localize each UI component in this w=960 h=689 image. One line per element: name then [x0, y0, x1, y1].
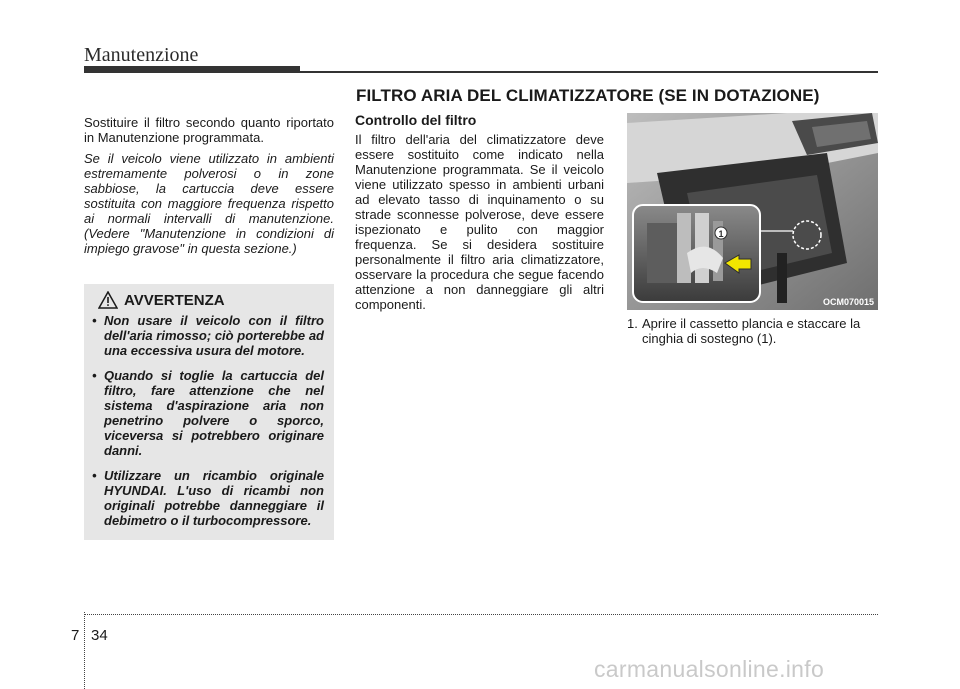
footer-divider-horizontal [84, 614, 878, 615]
warning-triangle-icon [98, 291, 118, 309]
warning-title: AVVERTENZA [124, 291, 225, 309]
main-heading: FILTRO ARIA DEL CLIMATIZZATORE (SE IN DOTAZIONE) [356, 86, 820, 105]
filter-check-heading: Controllo del filtro [355, 112, 477, 128]
step-number: 1. [627, 316, 638, 331]
footer-divider-vertical [84, 612, 86, 689]
warning-item: • Quando si toglie la cartuccia del filtro, fare attenzione che nel sistema d'aspirazione aria non penetrino polvere o sporco, viceversa si potrebbero originare danni. [92, 368, 324, 458]
intro-paragraph: Sostituire il filtro secondo quanto riportato in Manutenzione programmata. [84, 115, 334, 145]
glovebox-figure [627, 113, 878, 310]
watermark: carmanualsonline.info [594, 656, 825, 682]
step-1 [627, 316, 878, 346]
chapter-number: 7 [71, 627, 80, 644]
callout-number: 1 [718, 229, 724, 239]
header-rule-thick [84, 66, 300, 73]
page-number: 34 [91, 627, 108, 644]
figure-code: OCM070015 [822, 297, 874, 307]
left-column [84, 115, 334, 262]
warning-item: • Non usare il veicolo con il filtro dell'aria rimosso; ciò porterebbe ad una eccessiva usura del motore. [92, 313, 324, 358]
warning-header [98, 291, 334, 309]
header-rule-thin [300, 71, 878, 73]
dusty-conditions-note: Se il veicolo viene utilizzato in ambienti estremamente polverosi o in zone sabbiose, la cartuccia deve essere sostituita con maggiore frequenza rispetto ai normali intervalli di manutenzione. (Vedere "Manutenzione in condizioni di impiego gravose" in questa sezione.) [84, 151, 334, 256]
middle-column [355, 112, 604, 318]
step-text: Aprire il cassetto plancia e staccare la cinghia di sostegno (1). [642, 316, 861, 346]
glovebox-illustration [627, 113, 878, 310]
filter-check-body: Il filtro dell'aria del climatizzatore deve essere sostituito come indicato nella Manutenzione programmata. Se il veicolo viene utilizzato spesso in ambienti urbani ad elevato tasso di inquinamento o su strade sconnesse polverose, deve essere ispezionato e pulito con maggior frequenza. Se si desidera sostituire personalmente il filtro aria climatizzatore, osservare la procedura che segue facendo attenzione a non danneggiare gli altri componenti. [355, 132, 604, 312]
section-title: Manutenzione [84, 44, 199, 66]
warning-box [84, 284, 334, 540]
warning-list [84, 313, 334, 528]
warning-item: • Utilizzare un ricambio originale HYUNDAI. L'uso di ricambi non originali potrebbe danneggiare il debimetro o il turbocompressore. [92, 468, 324, 528]
